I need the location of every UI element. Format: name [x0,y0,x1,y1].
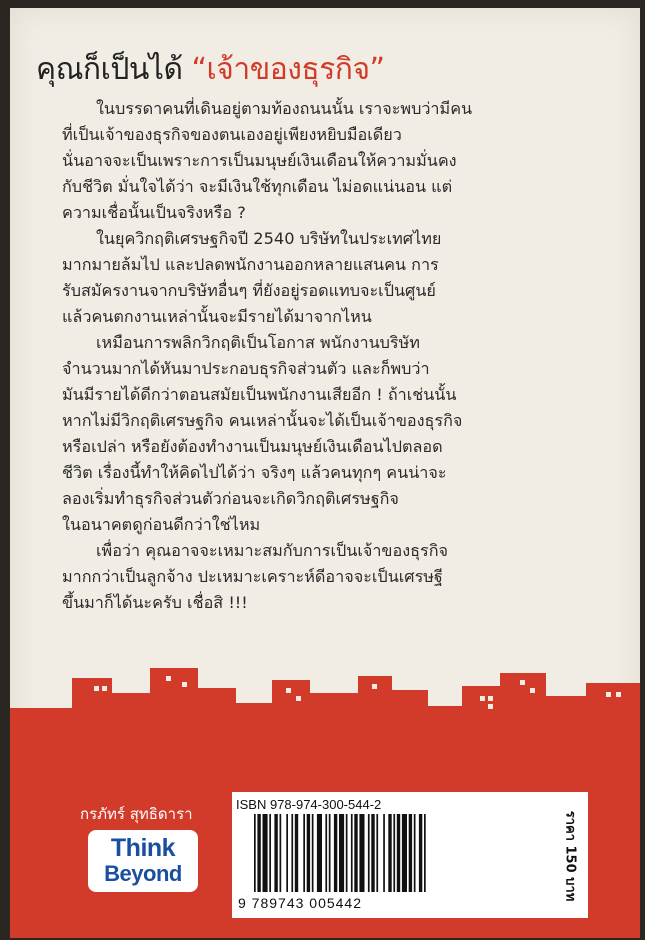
price-label [561,801,581,911]
text-line: ที่เป็นเจ้าของธุรกิจของตนเองอยู่เพียงหยิบมือเดียว [62,125,402,144]
barcode-bar [269,814,271,892]
barcode-bar [312,814,314,892]
text-line: ในยุควิกฤติเศรษฐกิจปี 2540 บริษัทในประเทศไทย [96,229,442,248]
barcode-bar [329,814,331,892]
barcode-bar [254,814,256,892]
text-line: แล้วคนตกงานเหล่านั้นจะมีรายได้มาจากไหน [62,307,372,326]
logo-line-1: Think [110,834,176,862]
barcode-bar [274,814,277,892]
barcode-bar [388,814,391,892]
barcode-bar [280,814,282,892]
heading-prefix: คุณก็เป็นได้ [36,52,192,87]
barcode-bar [376,814,378,892]
barcode-bar [359,814,364,892]
price-text: ราคา 150 บาท [562,810,578,902]
barcode-bar [303,814,305,892]
text-line: ขึ้นมาก็ได้นะครับ เชื่อสิ !!! [62,593,248,612]
barcode-bar [397,814,400,892]
author-name: กรภัทร์ สุทธิดารา [80,805,193,823]
back-cover [10,8,640,938]
barcode-bar [257,814,260,892]
text-line: กับชีวิต มั่นใจได้ว่า จะมีเงินใช้ทุกเดือน ไม่อดแน่นอน แต่ [62,177,453,196]
text-line: มันมีรายได้ดีกว่าตอนสมัยเป็นพนักงานเสียอีก ! ถ้าเช่นนั้น [62,385,457,404]
text-line: เหมือนการพลิกวิกฤติเป็นโอกาส พนักงานบริษัท [96,333,420,352]
barcode-bar [351,814,353,892]
text-line: ลองเริ่มทำธุรกิจส่วนตัวก่อนจะเกิดวิกฤติเศรษฐกิจ [62,489,399,508]
barcode-bar [393,814,395,892]
heading-highlight: “เจ้าของธุรกิจ” [191,52,385,87]
barcode-bar [383,814,385,892]
barcode-bar [402,814,407,892]
paragraph-4 [62,538,602,616]
logo-line-2: Beyond [104,861,182,886]
text-line: จำนวนมากได้หันมาประกอบธุรกิจส่วนตัว และก็พบว่า [62,359,430,378]
barcode-bar [291,814,293,892]
text-line: ในบรรดาคนที่เดินอยู่ตามท้องถนนนั้น เราจะพบว่ามีคน [96,99,473,118]
isbn-label: ISBN 978-974-300-544-2 [236,797,382,812]
text-line: ในอนาคตดูก่อนดีกว่าใช่ไหม [62,515,261,534]
cover-heading [36,46,385,93]
barcode-bar [286,814,288,892]
barcode-bar [354,814,357,892]
barcode-bar [409,814,412,892]
paragraph-1 [62,96,602,226]
barcode-bar [317,814,322,892]
text-line: ความเชื่อนั้นเป็นจริงหรือ ? [62,203,246,222]
text-line: หากไม่มีวิกฤติเศรษฐกิจ คนเหล่านั้นจะได้เป็นเจ้าของธุรกิจ [62,411,463,430]
paragraph-2 [62,226,602,330]
text-line: มากกว่าเป็นลูกจ้าง ปะเหมาะเคราะห์ดีอาจจะเป็นเศรษฐี [62,567,443,586]
paragraph-3 [62,330,602,538]
text-line: รับสมัครงานจากบริษัทอื่นๆ ที่ยังอยู่รอดแทบจะเป็นศูนย์ [62,281,436,300]
ean-digits: 9 789743 005442 [238,895,362,911]
barcode-bar [307,814,310,892]
barcode-bar [339,814,344,892]
barcode-bar [346,814,348,892]
barcode-bar [263,814,268,892]
text-line: ชีวิต เรื่องนี้ทำให้คิดไปได้ว่า จริงๆ แล้วคนทุกๆ คนน่าจะ [62,463,447,482]
blurb [62,96,602,616]
barcode-bar [371,814,374,892]
text-line: หรือเปล่า หรือยังต้องทำงานเป็นมนุษย์เงินเดือนไปตลอด [62,437,443,456]
barcode-bar [295,814,298,892]
barcode-bar [414,814,416,892]
barcode-bar [325,814,327,892]
publisher-logo [88,830,198,892]
barcode-bar [424,814,426,892]
barcode-bar [368,814,370,892]
text-line: เพื่อว่า คุณอาจจะเหมาะสมกับการเป็นเจ้าของธุรกิจ [96,541,448,560]
text-line: นั่นอาจจะเป็นเพราะการเป็นมนุษย์เงินเดือนให้ความมั่นคง [62,151,457,170]
text-line: มากมายล้มไป และปลดพนักงานออกหลายแสนคน การ [62,255,439,274]
barcode-bar [334,814,337,892]
barcode [250,814,540,894]
barcode-bar [419,814,422,892]
